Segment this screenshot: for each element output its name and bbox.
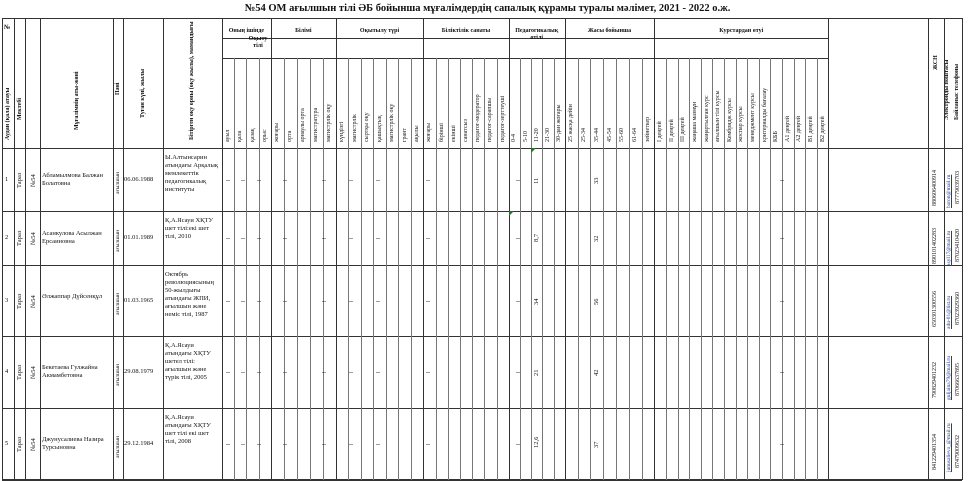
subheader-sub_age: 35-44 (593, 128, 600, 142)
header-district: Аудан (қала) атауы (5, 87, 11, 140)
row-teacher: Әлжаппар Дүйсенқұл (42, 292, 103, 300)
row-mark: – (226, 174, 230, 184)
row-school: №54 (30, 438, 37, 451)
subheader-sub_age: 25-34 (580, 128, 587, 142)
subheader-sub_lang: орыс (261, 129, 268, 142)
row-birth: 29.12.1984 (124, 440, 154, 447)
grid-line (805, 58, 806, 480)
group-header-ped_exp: Педагогикалық өтілі (515, 28, 559, 41)
row-mark: – (322, 439, 326, 448)
grid-line (736, 58, 737, 480)
row-mark: – (283, 233, 287, 242)
grid-line (472, 58, 473, 480)
subheader-sub_courses: менеджмент курсы (749, 93, 756, 142)
subheader-sub_cat: жоғары (426, 122, 433, 142)
header-school: Мектебі (17, 98, 23, 120)
grid-line (222, 18, 223, 480)
row-mark: – (780, 233, 784, 242)
subheader-sub_train: грант (401, 128, 408, 142)
row-iin: 650301300556 (932, 290, 938, 327)
grid-line (2, 408, 962, 409)
row-mark: – (322, 174, 326, 184)
subheader-sub_lang: ауыл (225, 129, 232, 142)
grid-line (629, 58, 630, 480)
subheader-sub_courses: В1 деңгей (807, 116, 814, 142)
row-mark: – (257, 233, 261, 242)
subheader-sub_edu: магистрлік оқу (326, 103, 333, 142)
subheader-sub_age: 25 жасқа дейін (568, 104, 575, 142)
row-mark: – (241, 233, 245, 242)
row-no: 4 (5, 368, 9, 375)
row-iin: 841229401354 (932, 434, 938, 470)
grid-line (2, 211, 962, 212)
subheader-sub_courses: Кембридж курсы (726, 98, 733, 142)
row-edu-inst: Октябрь революциясының 50-жылдығы атындағы ЖПИ, ағылшын және неміс тілі, 1987 (165, 271, 214, 318)
subheader-sub_train: магистрлік (351, 114, 358, 142)
grid-line (817, 58, 818, 480)
row-phone: 87023929360 (955, 291, 961, 325)
row-age: 42 (593, 369, 601, 376)
row-age: 56 (593, 298, 601, 305)
subheader-sub_cat: педагог-зерттеуші (499, 95, 506, 142)
row-mark: – (322, 295, 326, 305)
row-school: №54 (30, 294, 37, 308)
row-mark: – (349, 367, 353, 376)
grid-line (828, 18, 829, 480)
comment-marker (509, 211, 514, 216)
grid-line (603, 58, 604, 480)
row-email: guljaina79@mail.ru (946, 355, 952, 400)
header-email: Электронды поштасы (944, 59, 950, 120)
row-experience: 12,6 (533, 436, 541, 448)
subheader-sub_exp: 0-4 (511, 134, 518, 142)
row-mark: – (780, 174, 784, 184)
row-birth: 01.03.1965 (124, 296, 154, 304)
grid-line (747, 58, 748, 480)
header-birth: Туған күні, жылы (140, 68, 146, 118)
grid-line (336, 18, 337, 480)
row-mark: – (376, 233, 380, 242)
subheader-sub_train: күндізгі (339, 121, 346, 142)
subheader-sub_courses: А1 деңгей (784, 115, 791, 142)
row-mark: – (376, 367, 380, 376)
row-mark: – (516, 295, 520, 305)
header-no: № (4, 24, 11, 31)
grid-line (928, 18, 929, 480)
row-mark: – (426, 295, 430, 305)
group-header-courses: Курстардан өтуі (719, 28, 764, 34)
grid-line (323, 58, 324, 480)
row-age: 33 (593, 177, 601, 184)
grid-line (14, 18, 15, 480)
grid-line (348, 58, 349, 480)
row-district: Тараз (16, 436, 23, 452)
row-district: Тараз (16, 230, 23, 246)
row-experience: 8,7 (533, 233, 541, 242)
row-birth: 01.01.1989 (124, 234, 154, 241)
subheader-sub_cat: педагог-модератор (475, 94, 482, 142)
row-mark: – (780, 367, 784, 376)
subheader-sub_edu: арнаулы орта (300, 108, 307, 142)
row-mark: – (349, 295, 353, 305)
row-school: №54 (30, 173, 37, 187)
row-mark: – (322, 367, 326, 376)
row-experience: 34 (533, 298, 541, 305)
row-mark: – (376, 295, 380, 305)
grid-line (616, 58, 617, 480)
row-phone: 87779039703 (955, 170, 961, 204)
grid-line (297, 58, 298, 480)
subheader-sub_courses: В2 деңгей (819, 116, 826, 142)
subheader-sub_age: 61-64 (632, 128, 639, 142)
group-header-training_type: Оқытылу түрі (359, 28, 400, 34)
subheader-sub_courses: II деңгей (668, 119, 675, 142)
subheader-sub_cat: бірінші (438, 123, 445, 142)
row-subject: ағылшын (115, 171, 121, 194)
grid-line (113, 18, 114, 480)
subheader-sub_age: зейнеткер (644, 116, 651, 142)
grid-line (542, 58, 543, 480)
grid-line (509, 18, 510, 480)
row-teacher: Бекетаева Гулжайна Акмамбетовна (42, 364, 98, 379)
subheader-sub_courses: III деңгей (680, 117, 687, 142)
subheader-sub_train: сыртқы оқу (364, 112, 371, 142)
row-age: 37 (593, 441, 601, 448)
subheader-sub_lang: қазақ (249, 128, 256, 142)
row-phone: 87023410420 (955, 229, 961, 262)
grid-line (782, 58, 783, 480)
grid-line (642, 58, 643, 480)
row-edu-inst: Қ.А.Ясауи атындағы ХҚТУ шетел тілі: ағылшын және түрік тілі, 2005 (165, 342, 211, 381)
row-mark: – (426, 439, 430, 448)
grid-line (2, 265, 962, 266)
subheader-sub_exp: 5-10 (522, 131, 529, 142)
row-iin: 890101402283 (932, 228, 938, 264)
grid-line (2, 18, 3, 480)
grid-line (654, 18, 655, 480)
grid-line (962, 18, 963, 480)
grid-line (2, 336, 962, 337)
row-iin: 880606400914 (932, 169, 938, 206)
header-teacher: Мұғалімнің аты-жөні (74, 71, 80, 130)
grid-line (724, 58, 725, 480)
grid-line (246, 58, 247, 480)
row-age: 32 (593, 235, 601, 242)
row-birth: 06.06.1988 (124, 175, 154, 183)
row-teacher: Джунусалиева Назира Турсыновна (42, 436, 104, 451)
row-mark: – (283, 295, 287, 305)
subheader-sub_exp: 30-дан жоғары (556, 104, 563, 142)
row-mark: – (241, 439, 245, 448)
grid-line (222, 58, 828, 59)
grid-line (436, 58, 437, 480)
row-phone: 87479009632 (955, 435, 961, 468)
grid-line (497, 58, 498, 480)
row-mark: – (426, 233, 430, 242)
grid-line (423, 18, 424, 480)
row-edu-inst: Ы.Алтынсарин атындағы Арқалық мемлекеттік педагогикалық институты (165, 154, 219, 193)
subheader-sub_train: қашықтық (376, 115, 383, 142)
row-subject: ағылшын (115, 229, 121, 252)
row-mark: – (257, 295, 261, 305)
row-mark: – (376, 439, 380, 448)
grid-line (386, 58, 387, 480)
grid-line (361, 58, 362, 480)
subheader-sub_courses: КББ (773, 131, 780, 142)
row-email: adu-01@list.ru (946, 295, 952, 329)
row-subject: ағылшын (115, 363, 121, 386)
row-school: №54 (30, 366, 37, 379)
row-mark: – (349, 233, 353, 242)
grid-line (554, 58, 555, 480)
row-experience: 11 (533, 177, 541, 184)
row-mark: – (322, 233, 326, 242)
grid-line (310, 58, 311, 480)
row-mark: – (257, 367, 261, 376)
row-district: Тараз (16, 293, 23, 309)
row-mark: – (516, 233, 520, 242)
grid-line (163, 18, 164, 480)
row-edu-inst: Қ.А.Ясауи атындағы ХҚТУ шет тілі екі шет тілі, 2008 (165, 414, 211, 445)
row-mark: – (241, 367, 245, 376)
grid-line (666, 58, 667, 480)
subheader-sub_cat: санатсыз (463, 119, 469, 142)
row-email: baron@mail.ru (946, 174, 952, 208)
header-subject: Пәні (115, 82, 121, 95)
row-email: asyl17@mail.ru (946, 230, 952, 266)
row-mark: – (426, 367, 430, 376)
subheader-sub_train: магистрлік оқу (389, 103, 396, 142)
row-district: Тараз (16, 172, 23, 188)
row-no: 5 (5, 440, 9, 447)
grid-line (689, 58, 690, 480)
group-header-lang_teach: Оның ішінде (228, 28, 265, 34)
row-mark: – (349, 439, 353, 448)
grid-line (531, 58, 532, 480)
row-no: 3 (5, 296, 9, 304)
grid-line (794, 58, 795, 480)
subheader-sub_cat: педагог-сарапшы (487, 97, 494, 142)
grid-line (2, 18, 962, 19)
subheader-sub_edu: магистратура (313, 107, 320, 142)
grid-line (234, 58, 235, 480)
header-phone: Байланыс телефоны (954, 63, 960, 120)
grid-line (712, 58, 713, 480)
row-mark: – (226, 439, 230, 448)
subheader-sub_courses: ағылшын тілі курсы (715, 90, 722, 142)
grid-line (460, 58, 461, 480)
grid-line (398, 58, 399, 480)
group-subheader-lang: Оқыту тілі (248, 36, 268, 49)
row-mark: – (283, 367, 287, 376)
subheader-sub_age: 45-54 (606, 128, 613, 142)
row-email: junusalieva_@mail.ru (946, 423, 952, 472)
comment-marker (531, 148, 536, 153)
row-mark: – (226, 233, 230, 242)
grid-line (520, 58, 521, 480)
group-header-category: Біліктілік санаты (441, 28, 491, 34)
subheader-sub_exp: 21-30 (544, 128, 551, 142)
row-mark: – (226, 367, 230, 376)
row-phone: 87066637895 (955, 363, 961, 396)
grid-line (284, 58, 285, 480)
grid-line (25, 18, 26, 480)
grid-line (759, 58, 760, 480)
header-iin: ЖСН (933, 55, 939, 70)
grid-line (411, 58, 412, 480)
row-no: 1 (5, 175, 9, 183)
grid-line (271, 18, 272, 480)
subheader-sub_edu: орта (287, 130, 294, 142)
subheader-sub_courses: жаңаша мазмұн (691, 101, 698, 142)
grid-line (259, 58, 260, 480)
grid-line (590, 58, 591, 480)
grid-line (701, 58, 702, 480)
row-mark: – (226, 295, 230, 305)
subheader-sub_courses: А2 деңгей (796, 115, 803, 142)
grid-line (565, 18, 566, 480)
grid-line (448, 58, 449, 480)
grid-line (373, 58, 374, 480)
subheader-sub_courses: жаңартылған курс (703, 95, 710, 142)
grid-line (578, 58, 579, 480)
grid-line (2, 148, 962, 149)
grid-line (484, 58, 485, 480)
subheader-sub_exp: 11-20 (533, 128, 540, 142)
row-mark: – (257, 174, 261, 184)
row-school: №54 (30, 232, 37, 245)
row-mark: – (283, 174, 287, 184)
group-header-education: Білімі (295, 28, 312, 34)
grid-line (40, 18, 41, 480)
subheader-sub_lang: қала (237, 130, 244, 142)
grid-line (123, 18, 124, 480)
row-subject: ағылшын (115, 435, 121, 458)
subheader-sub_edu: жоғары (274, 122, 281, 142)
row-mark: – (426, 174, 430, 184)
row-mark: – (780, 439, 784, 448)
subheader-sub_courses: критериалды бағалау (761, 87, 768, 142)
row-mark: – (241, 174, 245, 184)
subheader-sub_train: ақылы (414, 125, 421, 142)
row-edu-inst: Қ.А.Ясауи ХҚТУ шет тілі:екі шет тілі, 2010 (165, 217, 214, 240)
row-no: 2 (5, 234, 9, 241)
grid-line (770, 58, 771, 480)
row-subject: ағылшын (115, 292, 121, 315)
group-header-age: Жасы бойынша (587, 28, 632, 34)
row-mark: – (376, 174, 380, 184)
row-mark: – (349, 174, 353, 184)
subheader-sub_courses: I деңгей (657, 121, 664, 142)
row-mark: – (516, 439, 520, 448)
row-mark: – (516, 367, 520, 376)
row-teacher: Асанкулова Асылжан Ерсаиновна (42, 230, 102, 245)
subheader-sub_cat: екінші (450, 125, 457, 142)
row-experience: 21 (533, 369, 541, 376)
row-iin: 790829401232 (932, 362, 938, 398)
row-district: Тараз (16, 364, 23, 380)
row-mark: – (780, 295, 784, 305)
row-birth: 29.08.1979 (124, 368, 154, 375)
subheader-sub_age: 55-60 (619, 128, 626, 142)
row-mark: – (257, 439, 261, 448)
subheader-sub_courses: жоспар курсы (738, 106, 745, 142)
row-mark: – (283, 439, 287, 448)
row-mark: – (241, 295, 245, 305)
row-mark: – (516, 174, 520, 184)
grid-line (678, 58, 679, 480)
header-education-institution: Бітірген оқу орны (оқу жылы), мамандығы (189, 21, 195, 140)
sheet-title: №54 ОМ ағылшын тілі ӘБ бойынша мұғалімдердің сапалық құрамы туралы мәлімет, 2021 - 2022 о.ж. (244, 3, 731, 14)
row-teacher: Абламылмова Балжан Болатовна (42, 171, 103, 187)
